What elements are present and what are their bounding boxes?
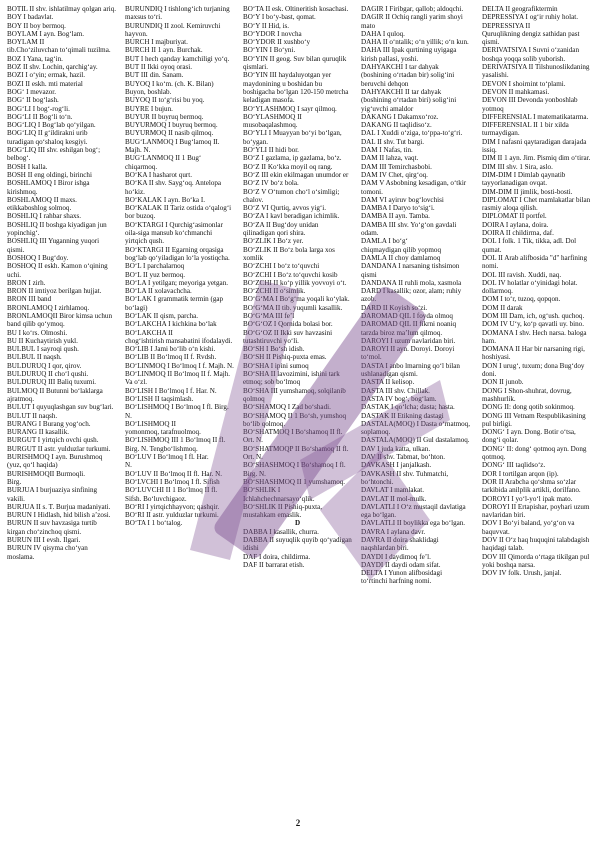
- dictionary-column-3: BO‘TA II esk. Oltineritish kosachasi. BO‘Y I bo‘y-bast, qomat. BO‘Y II Hid, is. BO‘YDOR I novcha BO‘YDOR II xushbo‘y BO‘YIN I Bo‘yni. BO‘YIN II geog. Suv bilan quruqlik qismlari. BO‘YIN III haydaluyotgan yer maydonining u boshidan bu boshigacha bo‘lgan 120-150 metrcha keladigan masofa. BO‘YLASHMOQ I sayr qilmoq. BO‘YLASHMOQ II musobaqalashmoq. BO‘YLI I Muayyan bo‘yi bo‘lgan, bo‘ygan. BO‘YLI II hidi bor. BO‘Z I gazlama, ip gazlama, bo‘z. BO‘Z II Ko‘kka moyil oq rang. BO‘Z III ekin ekilmagan unumdor er BO‘Z IV bo‘z bola. BO‘Z V O‘tumon cho‘l o‘simligi; chalov. BO‘Z VI Qurtiq, avvos yig‘i. BO‘ZA I kavl beradigan ichimlik. BO‘ZA II Bug‘doy unidan qilinadigan qori shira. BO‘ZLIK I Bo‘z yer. BO‘ZLIK II Bo‘z bola larga xos xomlik BO‘ZCHI I bo‘z to‘quvchi BO‘ZCHI I Bo‘z to‘quvchi kosib BO‘ZCHI II ko‘p yillik yovvoyi o‘t. BO‘ZCHI II o‘simlik. BO‘G‘MA I Bo‘g‘ma yoqali ko‘ylak. BO‘G‘MA II tib. yuqumli kasallik. BO‘G‘MA III fe’l BO‘G‘OZ I Qornida bolasi bor. BO‘G‘OZ II Ikki suv havzasini tutashtiruvchi yo‘li. BO‘SH I Bo‘sh idish. BO‘SH II Pishiq-puxta emas. BO‘SHA I ipini sumoq BO‘SHA II lavozimini, ishini tark etmoq; sob bo‘lmoq BO‘SHA III yumshamoq, solqilanib qolmoq BO‘SHAMOQ I Zad bo‘shadi. BO‘SHAMOQ II 1 Bo‘sh, yumshoq bo‘lib qolmoq. BO‘SHATMOQ I Bo‘shamoq II fl. Ort. N. BO‘SHATMOQP II Bo‘shamoq II fl. Ort. N. BO‘SHASHMOQ I Bo‘shamoq I fl. Birg. N. BO‘SHASHMOQ II 1 yumshamoq. BO‘SHLIK I Ichlahchechnarsayo‘qlik. BO‘SHLIK II Pishiq-puxta, mustahkam emaslik. D DABBA I kasallik, churra. DABBA II suyuqlik quyib qo‘yadigan idishi DAF I doira, childirma. DAF II barrarat etish.: [243, 5, 352, 569]
- dictionary-column-2: BURUNDIQ I tishlong‘ich turjaning maxsus to‘ri. BURUNDIQ II zool. Kemiruvchi hayvon. BURCH I majburiyat. BURCH II 1 ayn. Burchak. BUT I hech qanday kamchiligi yo‘q. BUT II Ikki oyoq orasi. BUT III din. Sanam. BUYOQ I ko‘m. (ch. K. Bilan) Buyon, boshlab. BUYOQ II to‘g‘risi bu yoq. BUYRE I bujun. BUYUR II buyruq bermoq. BUYURMOQ I buyruq bermoq. BUYURMOQ II nasib qilmoq. BUG‘LANMOQ I Bug‘lamoq II. Majh. N. BUG‘LANMOQ II 1 Bug‘ chiqarmoq. BO‘KA I hasharot qurt. BO‘KA II shv. Sayg‘oq. Antelopa ho‘kiz. BO‘KALAK I ayn. Bo‘ka I. BO‘KALAK II Tariz ostida o‘qalog‘i bor buzoq. BO‘KTARGI I Qurchig‘asimonlar oila-siga mansub ko‘chmanchi yirtqich qush. BO‘KTARGI II Egarning orqasiga bog‘lab qo‘yiladigan lo‘la yostiqcha. BO‘L I parchalarnoq BO‘L II yuz bermoq. BO‘LA I yetilgan; meyoriga yetgan. BO‘LA II xolavachcha. BO‘LAK I grammatik termin (gap bo‘lagi) BO‘LAK II qism, parcha. BO‘LAKCHA I kichkina bo‘lak BO‘LAKCHA II chog‘ishtirish mansabatini ifodalaydi. BO‘LIB I Jami bo‘lib o‘n kishi. BO‘LIB II Bo‘lmoq II f. Rvdsh. BO‘LINMOQ I Bo‘lmoq I f. Majh. N. BO‘LINMOQ II Bo‘lmoq II f. Majh. Va o‘zl. BO‘LISH I Bo‘lmoq I f. Har. N. BO‘LISH II taqsimlash. BO‘LISHMOQ I Bo‘lmoq I fl. Birg. N. BO‘LISHMOQ II yomonmoq, tarafnuolmoq. BO‘LISHMOQ III 1 Bo‘lmoq II fl. Birg. N. Tengbo‘lishmoq. BO‘LUV I Bo‘lmoq I fl. Har. N. BO‘LUV II Bo‘lmoq II fl. Har. N. BO‘LVCHI I Bo‘lmoq I fl. Sifish BO‘LUVCHI II 1 Bo‘lmoq II fl. Sifsh. Bo‘luvchigaoz. BO‘RI I yirtqichhayvon; qashqir. BO‘RI II astr. yulduzlar turkumi. BO‘TA I 1 bo‘talog.: [125, 5, 234, 528]
- page-number: 2: [295, 818, 301, 828]
- dictionary-column-1: BOTIL II shv. ishlatilmay qolgan ariq. BOY I badavlat. BOY II boy bermoq. BOYLAM I ayn. Bog‘lam. BOYLAM II tib.Cho‘ziluvchan to‘qimali tuzilma. BOZ I Yana, tag‘in. BOZ II shv. Lochin, qarchig‘ay. BOZI I o‘yin; ermak, hazil. BOZI II eskh. mti material BOG‘ I mevazor. BOG‘ II bog‘lash. BOG‘LI I bog‘-rog‘li. BOG‘LI II Bog‘li to‘n. BOG‘LIQ I Bog‘lab qo‘yilgan. BOG‘LIQ II g‘ildirakni urib turadigan qo‘shaloq kesgiyi. BOG‘LIQ III shv. eshilgan bog‘; belbog‘. BOSH I kalla. BOSH II eng oldingi, birinchi BOSHLAMOQ I Biror ishga kirishmoq. BOSHLAMOQ II maxs. etikkaboshlog solmoq. BOSHLIQ I rahbar shaxs. BOSHLIQ II boshga kiyadigan jun yopinchig‘. BOSHLIQ III Yuganning yuqori qismi. BOSHOQ I Bug‘doy. BOSHOQ II eskh. Kamon o‘qining uchi. BRON I zirh. BRON II imtiyoz berilgan hujjat. BRON III band BRONLAMOQ I zirhlamoq. BRONLAMOQII Biror kimsa uchun band qilib qo‘ymoq. BU I ko‘rs. Olmoshi. BU II Kuchaytirish yukl. BULBUL I sayroqi qush. BULBUL II naqsh. BULDURUQ I qor, qirov. BULDURUQ II cho‘l qushi. BULDURUQ III Baliq tuxumi. BULMOQ II Butunni bo‘laklarga ajratmoq. BULUT I quyuqlashgan suv bug‘lari. BULUT II naqsh. BURANG I Burang yog‘och. BURANG II kasallik. BURGUT I yirtqich ovchi qush. BURGUT II astr. yulduzlar turkumi. BURISHMOQ I ayn. Burushmoq (yuz, qo‘l haqida) BURISHMOQII Burmoqli. Birg. BURJUA I burjuaziya sinfining vakili. BURJUA II s. T. Burjua madaniyati. BURUN I Hidlash, hid bilish a’zosi. BURUN II suv havzasiga turtib kirgan cho‘zinchoq qismi. BURUN III I evsh. Ilgari. BURUN IV qisyma cho‘yan moslama.: [7, 5, 116, 561]
- dictionary-column-4: DAGIR I Firibgar, qallob; aldoqchi. DAGIR II Ochiq rangli yarim shoyi mato DAHA I quloq. DAHA II o‘ntalik; o‘n yillik; o‘n kun. DAHA III Ipak qurtining uyigaga kirish pallasi, yoshi. DAHYAKCHI I tar dahyak (boshining o‘rtadan bir) solig‘ini beruvchi dehqon DAHYAKCHI II tar dahyak (boshining o‘rtadan biri) solig‘ini yig‘uvchi amaldor DAKANG I Dakamxo‘roz. DAKANG II taqlidiso‘z. DAL I Xuddi o‘ziga, to‘ppa-to‘g‘ri. DAL II shv. Tut bargi. DAM I Nafas, tin. DAM II lahza, vaqt. DAM III Temirchasbobi. DAM IV Chet, qirg‘oq. DAM V Asbobning kesadigan, o‘tkir tomoni. DAM VI ayiruv bog‘lovchisi DAMBA I Daryo to‘sig‘i. DAMBA II ayn. Tamba. DAMBA III shv. Yo‘g‘on gavdali odam. DAMLA I bo‘g‘ chiqmaydigan qilib yopmoq DAMLA II choy damlamoq DANDANA I narsaning tishsimon qismi DANDANA II ruhli mola, xasmola DARD I kasallik; ozor, alam; ruhiy azob. DARD II Koyish so‘zi. DAROMAD QIL I foyda olmoq DAROMAD QIL II fikrni noaniq tarzda biroz ma’lum qilmoq. DAROYI I uzum navlaridan biri. DAROYI II ayn. Doroyi. Doroyi to‘mol. DASTA I anbo lmarning qo‘l bilan ushlanadigan qismi. DASTA II kelisop. DASTA III shv. Chillak. DASTA IV bog‘, bog‘lam. DASTAK I qo‘lcha; dasta; hasta. DASTAK II Etikning dastagi DASTALA(MOQ) I Dasta o‘rnatmoq, soplamoq. DASTALA(MOQ) II Gul dastalamoq. DAV I juda katta, ulkan. DAV II shv. Tabmat, bo‘hton. DAVKASH I janjalkash. DAVKASH II shv. Tuhmatchi, bo‘htonchi. DAVLAT I mamlakat. DAVLAT II mol-mulk. DAVLATLI I O‘z mustaqil davlatiga ega bo‘lgan. DAVLATLI II boylikka ega bo‘lgan. DAVRA I aylana davr. DAVRA II doira shaklidagi naqshlardan biri. DAYDI I daydimoq fe’l. DAYDI II daydi odam sifat. DELTA I Yunon alifbosidagi to‘rtinchi harfning nomi.: [361, 5, 470, 586]
- dictionary-column-5: DELTA II geografiktermin DEPRESSIYA I og‘ir ruhiy holat. DEPRESSIYA II Quruqlikning dengiz sathidan past qismi. DERIVATSIYA I Suvni o‘zanidan boshqa yoqqa solib yuborish. DERIVATSIYA II Tilshunoslikdaning yasalishi. DEVON I shoirnint to‘plami. DEVON II mahkamasi. DEVON III Devonda yonboshlab yotmoq DIFFERENSIAL I matematikatarma. DIFFERENSIAL II 1 bir xilda turmaydigan. DIM I nafasni qaytaradigan darajada issiq. DIM II 1 ayn. Jim. Pismiq dim o‘tirar. DIM III shv. 1 Sira, aslo. DIM-DIM I Dimlab qaynatib tayyorlanadigan ovqat. DIM-DIM II jimlik, bosti-bosti. DIPLOMAT I Chet mamlakatlar bilan rasmiy aloqa qilish. DIPLOMAT II portfel. DOIRA I aylana, doira. DOIRA II childirma, daf. DOL I folk. 1 Tik, tikka, adl. Dol qumat. DOL II Arab alifbosida "d" harfining nomi. DOL III ravish. Xuddi, naq. DOL IV holatlar o‘yinidagi holat. dollarmoq. DOM I to‘r, tuzoq, qopqon. DOM II darak DOM III Dam, ich, og‘ush. quchoq. DOM IV U‘y, ko‘p qavatli uy. bino. DOMANA I shv. Hech narsa. baloga ham. DOMANA II Har bir narsaning rigi, hoshiyasi. DON I urug‘, tuxum; dona Bug‘doy doni. DON II junob. DONG I Shon-shuhrat, dovrug, mashhurlik. DONG II: dong qotib sokinmoq. DONG III Vetnam Respublikasining pul birligi. DONG‘ I ayn. Dong. Botir o‘tsa, dong‘i qolar. DONG‘ II: dong‘ qotmoq ayn. Dong qotmoq. DONG‘ III taqlidso‘z. DOR I tortilgan arqon (ip). DOR II Arabcha qo‘shma so‘zlar tarkibida anilplik artikli, dorilfano. DOROYI I yo‘l-yo‘l ipak mato. DOROYI II Ertapishar, poyhari uzum navlaridan biri. DOV I Bo‘yi baland, yo‘g‘on va baquvvat. DOV II O‘z haq huquqini talabdagish haqidagi talab. DOV III Qimorda o‘rtaga tikilgan pul yoki boshqa narsa. DOV IV folk. Urush, janjal.: [482, 5, 591, 578]
- section-letter-heading: D: [294, 519, 301, 528]
